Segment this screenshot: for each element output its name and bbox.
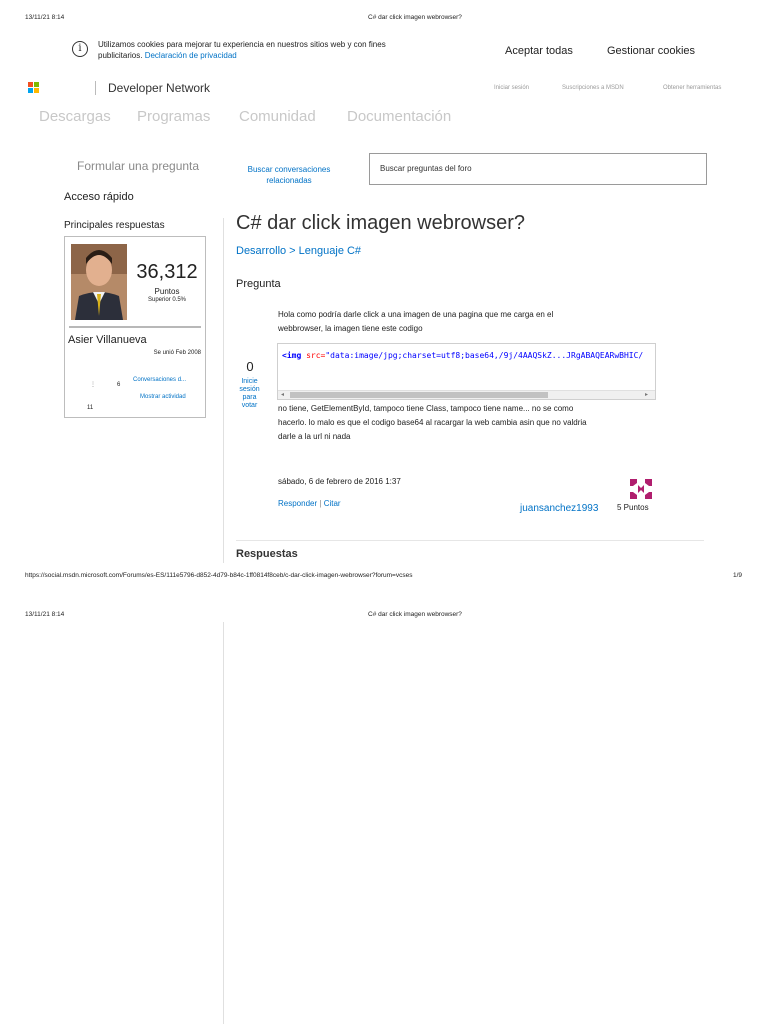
profile-points: 36,312 bbox=[136, 261, 198, 283]
quote-button[interactable]: Citar bbox=[323, 499, 341, 508]
signin-link[interactable]: Iniciar sesión bbox=[494, 85, 530, 91]
related-conversations-link[interactable] bbox=[233, 164, 345, 186]
answers-divider bbox=[236, 540, 704, 541]
search-placeholder: Buscar preguntas del foro bbox=[380, 164, 472, 173]
print-title: C# dar click imagen webrowser? bbox=[368, 14, 462, 21]
quick-access-heading[interactable]: Acceso rápido bbox=[64, 191, 134, 203]
profile-name[interactable]: Asier Villanueva bbox=[68, 334, 147, 346]
accept-cookies-button[interactable]: Aceptar todas bbox=[505, 45, 573, 57]
vote-count: 0 bbox=[246, 359, 254, 374]
profile-count-small: 6 bbox=[117, 382, 121, 388]
profile-count-bottom: 11 bbox=[87, 405, 94, 411]
nav-descargas[interactable]: Descargas bbox=[39, 108, 111, 125]
print-datetime-page2: 13/11/21 8:14 bbox=[25, 611, 65, 618]
forum-search-input[interactable] bbox=[369, 153, 707, 185]
related-line1: Buscar conversaciones bbox=[247, 165, 331, 174]
print-title-page2: C# dar click imagen webrowser? bbox=[368, 611, 462, 618]
scroll-left-icon[interactable]: ◂ bbox=[281, 392, 285, 398]
breadcrumb[interactable]: Desarrollo > Lenguaje C# bbox=[236, 245, 362, 257]
code-block[interactable] bbox=[277, 343, 656, 400]
post-date: sábado, 6 de febrero de 2016 1:37 bbox=[278, 477, 401, 486]
subscriptions-link[interactable]: Suscripciones a MSDN bbox=[562, 85, 624, 91]
question-label: Pregunta bbox=[236, 278, 281, 290]
cookie-text-line1: Utilizamos cookies para mejorar tu experiencia en nuestros sitios web y con fines bbox=[98, 40, 386, 49]
action-separator: | bbox=[319, 499, 324, 508]
question-body-1: Hola como podría darle click a una imagen de una pagina que me carga en el webbrowser, la imagen tiene este codigo bbox=[278, 310, 554, 333]
print-datetime: 13/11/21 8:14 bbox=[25, 14, 65, 21]
top-answers-heading: Principales respuestas bbox=[64, 220, 165, 231]
question-body-2: no tiene, GetElementById, tampoco tiene Class, tampoco tiene name... no se como hacerlo. lo malo es que el codigo base64 al racargar la web cambia asin que no valdria darle a la url ni nada bbox=[278, 404, 587, 441]
author-points: 5 Puntos bbox=[617, 503, 649, 512]
cookie-text-line2: publicitarios. bbox=[98, 51, 143, 60]
author-name-link[interactable]: juansanchez1993 bbox=[520, 503, 599, 514]
brand-divider bbox=[95, 81, 96, 95]
ask-question-button[interactable]: Formular una pregunta bbox=[77, 159, 200, 173]
answers-heading: Respuestas bbox=[236, 548, 298, 560]
avatar[interactable] bbox=[71, 244, 127, 320]
cookie-banner bbox=[0, 36, 768, 70]
profile-more-icon: ⋮ bbox=[90, 382, 96, 388]
nav-documentacion[interactable]: Documentación bbox=[347, 108, 452, 125]
profile-card bbox=[64, 236, 206, 418]
print-url: https://social.msdn.microsoft.com/Forums/es-ES/111e5796-d852-4d79-b84c-1ff0814f8ceb/c-dar-click-imagen-webrowser?forum=vcses bbox=[25, 572, 413, 579]
conversations-link[interactable]: Conversaciones d... bbox=[133, 377, 187, 383]
horizontal-scrollbar[interactable] bbox=[278, 390, 655, 399]
scroll-right-icon[interactable]: ▸ bbox=[645, 392, 649, 398]
get-tools-link[interactable]: Obtener herramientas bbox=[663, 85, 722, 91]
scrollbar-thumb[interactable] bbox=[290, 392, 548, 398]
nav-comunidad[interactable]: Comunidad bbox=[239, 108, 316, 125]
profile-divider bbox=[69, 326, 201, 328]
manage-cookies-button[interactable]: Gestionar cookies bbox=[607, 45, 696, 57]
author-avatar-icon[interactable] bbox=[628, 477, 654, 501]
show-activity-link[interactable]: Mostrar actividad bbox=[140, 394, 186, 400]
profile-rank: Superior 0.5% bbox=[147, 297, 187, 303]
brand-name[interactable]: Developer Network bbox=[108, 81, 211, 95]
profile-points-label: Puntos bbox=[154, 287, 180, 296]
reply-button[interactable]: Responder bbox=[278, 499, 318, 508]
post-actions bbox=[278, 499, 341, 508]
nav-programas[interactable]: Programas bbox=[137, 108, 211, 125]
column-divider-page2 bbox=[223, 622, 224, 1024]
code-line: <img src="data:image/jpg;charset=utf8;base64,/9j/4AAQSkZ...JRgABAQEARwBHIC/ bbox=[282, 351, 644, 360]
print-page-number: 1/9 bbox=[733, 572, 743, 579]
related-line2: relacionadas bbox=[266, 176, 312, 185]
column-divider bbox=[223, 218, 224, 563]
microsoft-logo-icon[interactable] bbox=[28, 82, 39, 93]
info-icon: i bbox=[72, 41, 88, 57]
thread-title: C# dar click imagen webrowser? bbox=[236, 212, 526, 234]
vote-signin-link[interactable]: Inicie sesión para votar bbox=[239, 378, 260, 409]
profile-joined: Se unió Feb 2008 bbox=[153, 350, 201, 356]
privacy-link[interactable]: Declaración de privacidad bbox=[144, 51, 237, 60]
